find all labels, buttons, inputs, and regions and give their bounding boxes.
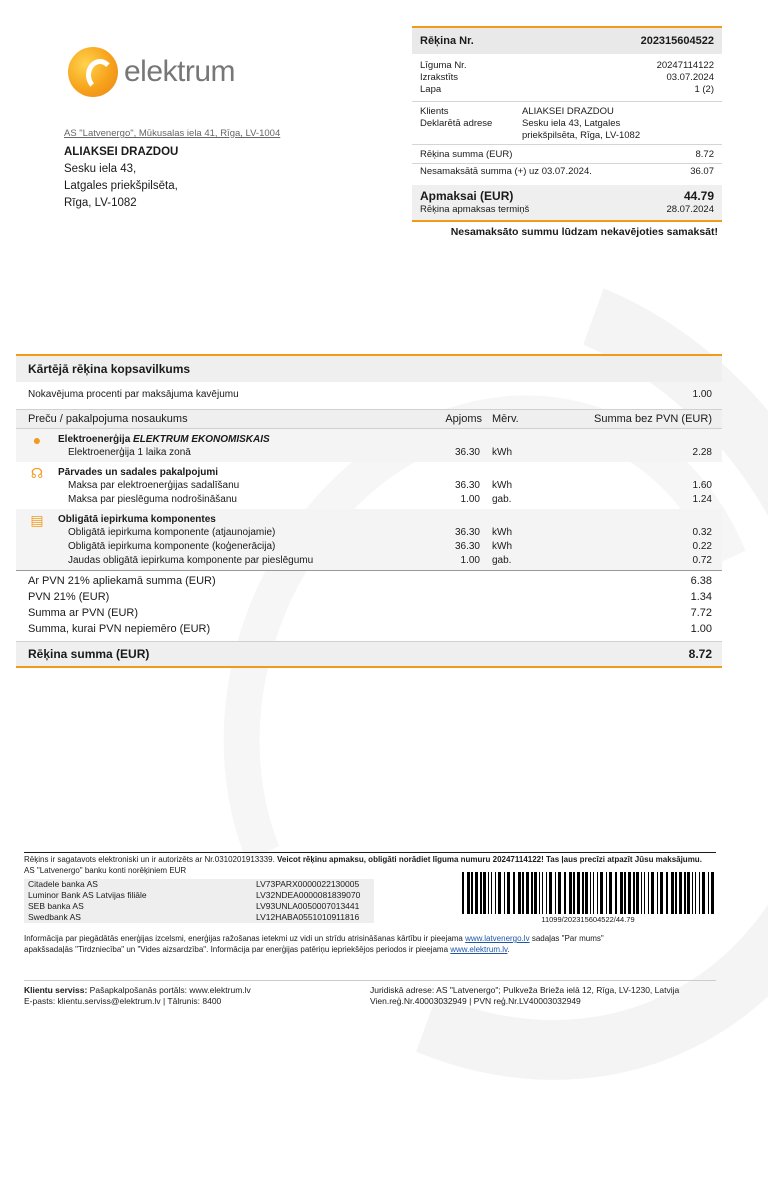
- group-mandatory-procurement: [16, 509, 722, 570]
- due-date: 28.07.2024: [666, 204, 714, 215]
- invoice-number-header: [412, 26, 722, 54]
- energy-info: Informācija par piegādātās enerģijas izcelsmi, enerģijas ražošanas ietekmi uz vidi un strīdu atrisināšanas kārtību ir pieejama www.latvenergo.lv sadaļas "Par mums" apakšsadaļās "Tirdzniecība" un "Vides aizsardzība". Informācija par enerģijas patēriņu iepriekšējos periodos ir pieejama www.elektrum.lv.: [24, 934, 604, 954]
- col-qty: Apjoms: [445, 413, 482, 425]
- col-unit: Mērv.: [492, 413, 519, 425]
- page-label: Lapa: [420, 84, 442, 95]
- sender-address: AS "Latvenergo", Mūkusalas iela 41, Rīga, LV-1004: [64, 128, 281, 139]
- invoice-sum: 8.72: [695, 149, 714, 160]
- table-row: Obligātā iepirkuma komponente (koģenerācija) 36.30 kWh 0.22: [68, 541, 712, 552]
- logo-mark-icon: [68, 47, 118, 97]
- group-title: Pārvades un sadales pakalpojumi: [58, 466, 219, 478]
- contract-label: Līguma Nr.: [420, 60, 467, 71]
- total-row: Summa ar PVN (EUR) 7.72: [28, 607, 712, 619]
- bank-row: SEB banka AS LV93UNLA0050007013441: [28, 901, 360, 911]
- recipient-line1: Sesku iela 43,: [64, 163, 137, 175]
- elektrum-logo: [68, 46, 235, 98]
- bank-accounts: [24, 879, 374, 923]
- final-sum: 8.72: [688, 647, 712, 661]
- page-number: 1 (2): [694, 84, 714, 95]
- issued-label: Izrakstīts: [420, 72, 459, 83]
- total-row: Ar PVN 21% apliekamā summa (EUR) 6.38: [28, 575, 712, 587]
- bank-row: Luminor Bank AS Latvijas filiāle LV32NDEA0000081839070: [28, 890, 361, 900]
- issued-date: 03.07.2024: [666, 72, 714, 83]
- late-interest-value: 1.00: [692, 389, 712, 400]
- logo-text: elektrum: [124, 55, 236, 88]
- address-label: Deklarētā adrese: [420, 118, 493, 129]
- group-transmission: [16, 462, 722, 509]
- power-line-icon: ☊: [30, 465, 44, 481]
- bank-row: Citadele banka AS LV73PARX0000022130005: [28, 879, 360, 889]
- totals: [16, 571, 722, 637]
- customer-service: Klientu serviss: Pašapkalpošanās portāls: www.elektrum.lv E-pasts: klientu.serviss@elektrum.lv | Tālrunis: 8400: [24, 985, 251, 1006]
- col-sum: Summa bez PVN (EUR): [594, 413, 712, 425]
- payment-warning: Nesamaksāto summu lūdzam nekavējoties samaksāt!: [450, 226, 718, 238]
- recipient-line2: Latgales priekšpilsēta,: [64, 180, 178, 192]
- total-row: PVN 21% (EUR) 1.34: [28, 591, 712, 603]
- client-name: ALIAKSEI DRAZDOU: [522, 106, 614, 117]
- due-label: Rēķina apmaksas termiņš: [420, 204, 530, 215]
- group-electricity: [16, 429, 722, 462]
- client-label: Klients: [420, 106, 449, 117]
- factory-icon: ▤: [30, 512, 44, 528]
- summary-title: Kārtējā rēķina kopsavilkums: [16, 354, 722, 382]
- pay-label: Apmaksai (EUR): [420, 189, 514, 203]
- table-row: Elektroenerģija 1 laika zonā 36.30 kWh 2.28: [68, 447, 712, 458]
- group-title: Obligātā iepirkuma komponentes: [58, 513, 216, 525]
- summary-column-header: [16, 409, 722, 429]
- invoice-info-box: [412, 26, 722, 238]
- table-row: Jaudas obligātā iepirkuma komponente par pieslēgumu 1.00 gab. 0.72: [68, 555, 712, 566]
- payment-note-emphasis: Veicot rēķinu apmaksu, obligāti norādiet līguma numuru 20247114122! Tas ļaus precīzi atpazīt Jūsu maksājumu.: [277, 855, 702, 864]
- final-sum-label: Rēķina summa (EUR): [28, 647, 150, 661]
- pay-amount: 44.79: [683, 189, 714, 203]
- contract-number: 20247114122: [656, 60, 714, 71]
- invoice-number-label: Rēķina Nr.: [420, 35, 474, 47]
- table-row: Maksa par pieslēguma nodrošināšanu 1.00 gab. 1.24: [68, 494, 712, 505]
- bank-row: Swedbank AS LV12HABA0551010911816: [28, 912, 360, 922]
- total-row: Summa, kurai PVN nepiemēro (EUR) 1.00: [28, 623, 712, 635]
- legal-address: Juridiskā adrese: AS "Latvenergo"; Pulkveža Brieža ielā 12, Rīga, LV-1230, Latvija Vien.reģ.Nr.40003032949 | PVN reģ.Nr.LV40003032949: [370, 985, 680, 1006]
- invoice-summary: [16, 354, 722, 668]
- col-name: Preču / pakalpojuma nosaukums: [28, 413, 188, 425]
- latvenergo-link[interactable]: www.latvenergo.lv: [465, 934, 530, 943]
- group-title: Elektroenerģija ELEKTRUM EKONOMISKAIS: [58, 433, 270, 445]
- lightbulb-icon: ●: [32, 432, 42, 448]
- client-address-line2: priekšpilsēta, Rīga, LV-1082: [522, 130, 641, 141]
- barcode-text: 11099/202315604522/44.79: [541, 915, 635, 924]
- table-row: Obligātā iepirkuma komponente (atjaunojamie) 36.30 kWh 0.32: [68, 527, 712, 538]
- invoice-number: 202315604522: [640, 35, 714, 47]
- footer-divider: [24, 980, 716, 981]
- unpaid-label: Nesamaksātā summa (+) uz 03.07.2024.: [420, 166, 592, 177]
- final-sum-row: [16, 641, 722, 668]
- recipient-line3: Rīga, LV-1082: [64, 197, 137, 209]
- recipient-name: ALIAKSEI DRAZDOU: [64, 146, 179, 158]
- payment-barcode: [460, 872, 716, 914]
- invoice-sum-label: Rēķina summa (EUR): [420, 149, 513, 160]
- bank-accounts-title: AS "Latvenergo" banku konti norēķiniem EUR: [24, 866, 187, 875]
- recipient-address: [64, 144, 178, 212]
- table-row: Maksa par elektroenerģijas sadalīšanu 36.30 kWh 1.60: [68, 480, 712, 491]
- client-address-line1: Sesku iela 43, Latgales: [522, 118, 621, 129]
- payment-note: Rēķins ir sagatavots elektroniski un ir autorizēts ar Nr.0310201913339. Veicot rēķinu apmaksu, obligāti norādiet līguma numuru 20247114122! Tas ļaus precīzi atpazīt Jūsu maksājumu. AS "Latvenergo" banku konti norēķiniem EUR: [24, 852, 716, 876]
- unpaid-amount: 36.07: [690, 166, 714, 177]
- late-interest-label: Nokavējuma procenti par maksājuma kavējumu: [28, 389, 239, 400]
- elektrum-link[interactable]: www.elektrum.lv: [450, 945, 508, 954]
